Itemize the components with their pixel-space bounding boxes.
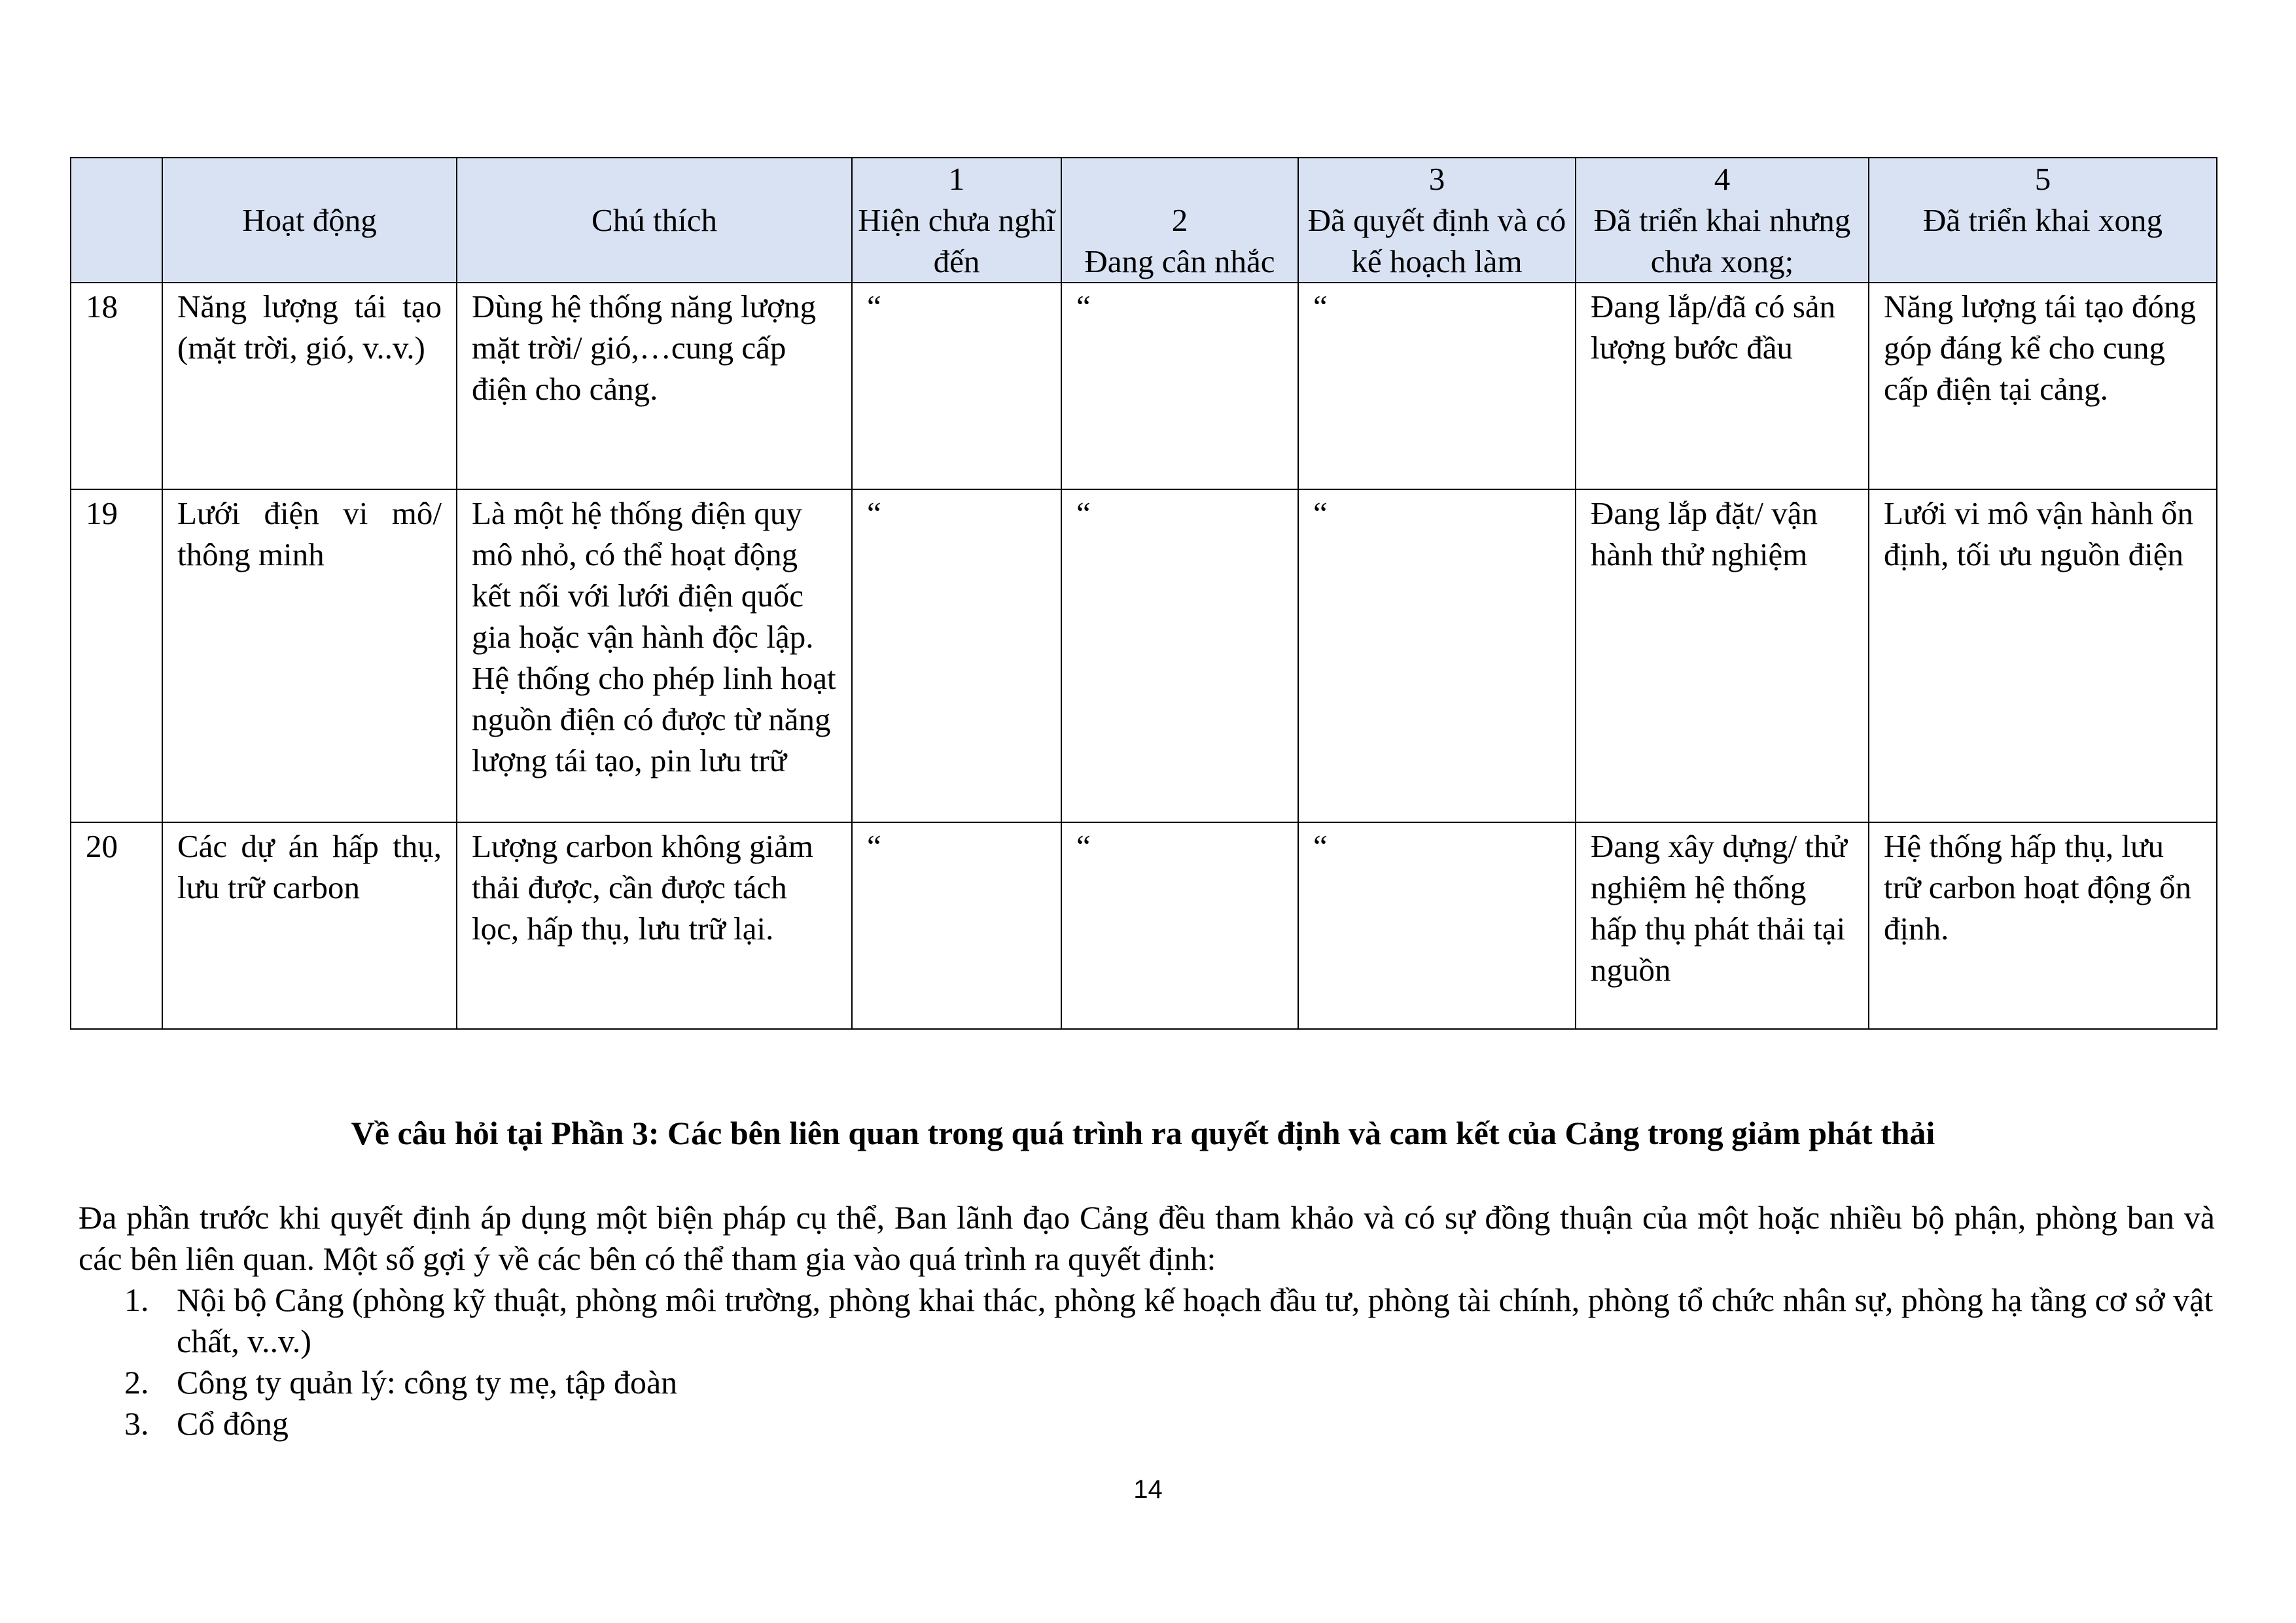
header-level-3 <box>1298 158 1576 283</box>
table-row <box>71 822 2217 1029</box>
header-level-5-num: 5 <box>2034 161 2051 197</box>
header-level-2-label: Đang cân nhắc <box>1084 243 1275 279</box>
header-level-4-num: 4 <box>1714 161 1731 197</box>
header-level-3-label: Đã quyết định và có kế hoạch làm <box>1307 202 1566 279</box>
row-note-cell <box>457 489 852 822</box>
table-row <box>71 489 2217 822</box>
header-level-2 <box>1061 158 1298 283</box>
list-item <box>79 1280 2215 1362</box>
list-item <box>79 1403 2215 1444</box>
row-level-4: Đang lắp đặt/ vận hành thử nghiệm <box>1576 489 1869 822</box>
row-activity: Các dự án hấp thụ, lưu trữ carbon <box>162 822 457 1029</box>
row-number: 19 <box>71 489 162 822</box>
header-level-3-num: 3 <box>1428 161 1445 197</box>
table-header-row <box>71 158 2217 283</box>
header-activity-label: Hoạt động <box>242 202 377 238</box>
row-level-5: Lưới vi mô vận hành ổn định, tối ưu nguồn điện <box>1869 489 2217 822</box>
list-item-text: Cổ đông <box>177 1405 289 1442</box>
header-level-5-label: Đã triển khai xong <box>1922 202 2163 238</box>
row-note: Lượng carbon không giảm thải được, cần được tách lọc, hấp thụ, lưu trữ lại. <box>457 822 852 1029</box>
row-level-4: Đang lắp/đã có sản lượng bước đầu <box>1576 283 1869 489</box>
list-item-text: Công ty quản lý: công ty mẹ, tập đoàn <box>177 1364 678 1401</box>
header-level-5 <box>1869 158 2217 283</box>
row-level-4: Đang xây dựng/ thử nghiệm hệ thống hấp thụ phát thải tại nguồn <box>1576 822 1869 1029</box>
row-level-2: “ <box>1061 283 1298 489</box>
list-item-text: Nội bộ Cảng (phòng kỹ thuật, phòng môi trường, phòng khai thác, phòng kế hoạch đầu tư, phòng tài chính, phòng tổ chức nhân sự, phòng hạ tầng cơ sở vật chất, v..v.) <box>177 1282 2214 1359</box>
page-number: 14 <box>1133 1475 1163 1504</box>
header-level-4 <box>1576 158 1869 283</box>
intro-paragraph: Đa phần trước khi quyết định áp dụng một biện pháp cụ thể, Ban lãnh đạo Cảng đều tham khảo và có sự đồng thuận của một hoặc nhiều bộ phận, phòng ban và các bên liên quan. Một số gợi ý về các bên có thể tham gia vào quá trình ra quyết định: <box>79 1199 2215 1277</box>
row-level-1: “ <box>852 489 1061 822</box>
list-marker: 1. <box>124 1282 149 1318</box>
header-level-1-label: Hiện chưa nghĩ đến <box>858 202 1055 279</box>
header-level-2-num: 2 <box>1171 202 1188 238</box>
table-header <box>71 158 2217 283</box>
list-marker: 2. <box>124 1364 149 1401</box>
table-row <box>71 283 2217 489</box>
row-level-3: “ <box>1298 822 1576 1029</box>
list-marker: 3. <box>124 1405 149 1442</box>
row-level-2: “ <box>1061 489 1298 822</box>
header-activity <box>162 158 457 283</box>
row-number: 20 <box>71 822 162 1029</box>
row-level-3: “ <box>1298 489 1576 822</box>
header-level-1-num: 1 <box>948 161 965 197</box>
section-heading: Về câu hỏi tại Phần 3: Các bên liên quan trong quá trình ra quyết định và cam kết của Cảng trong giảm phát thải <box>351 1115 1935 1151</box>
row-level-2: “ <box>1061 822 1298 1029</box>
header-note <box>457 158 852 283</box>
table-body <box>71 283 2217 1029</box>
row-level-1: “ <box>852 283 1061 489</box>
row-note: Dùng hệ thống năng lượng mặt trời/ gió,…cung cấp điện cho cảng. <box>457 283 852 489</box>
row-level-5: Năng lượng tái tạo đóng góp đáng kể cho cung cấp điện tại cảng. <box>1869 283 2217 489</box>
row-level-1: “ <box>852 822 1061 1029</box>
header-level-1 <box>852 158 1061 283</box>
row-activity: Lưới điện vi mô/ thông minh <box>162 489 457 822</box>
row-activity: Năng lượng tái tạo (mặt trời, gió, v..v.) <box>162 283 457 489</box>
header-level-4-label: Đã triển khai nhưng chưa xong; <box>1593 202 1851 279</box>
row-level-3: “ <box>1298 283 1576 489</box>
stakeholder-activity-table <box>70 157 2217 1030</box>
header-index <box>71 158 162 283</box>
row-number: 18 <box>71 283 162 489</box>
list-item <box>79 1362 2215 1403</box>
row-level-5: Hệ thống hấp thụ, lưu trữ carbon hoạt động ổn định. <box>1869 822 2217 1029</box>
stakeholder-list <box>79 1280 2215 1444</box>
header-note-label: Chú thích <box>592 202 717 238</box>
row-note: Là một hệ thống điện quy mô nhỏ, có thể hoạt động kết nối với lưới điện quốc gia hoặc vận hành độc lập. Hệ thống cho phép linh hoạt nguồn điện có được từ năng lượng tái tạo, pin lưu trữ <box>472 495 836 778</box>
